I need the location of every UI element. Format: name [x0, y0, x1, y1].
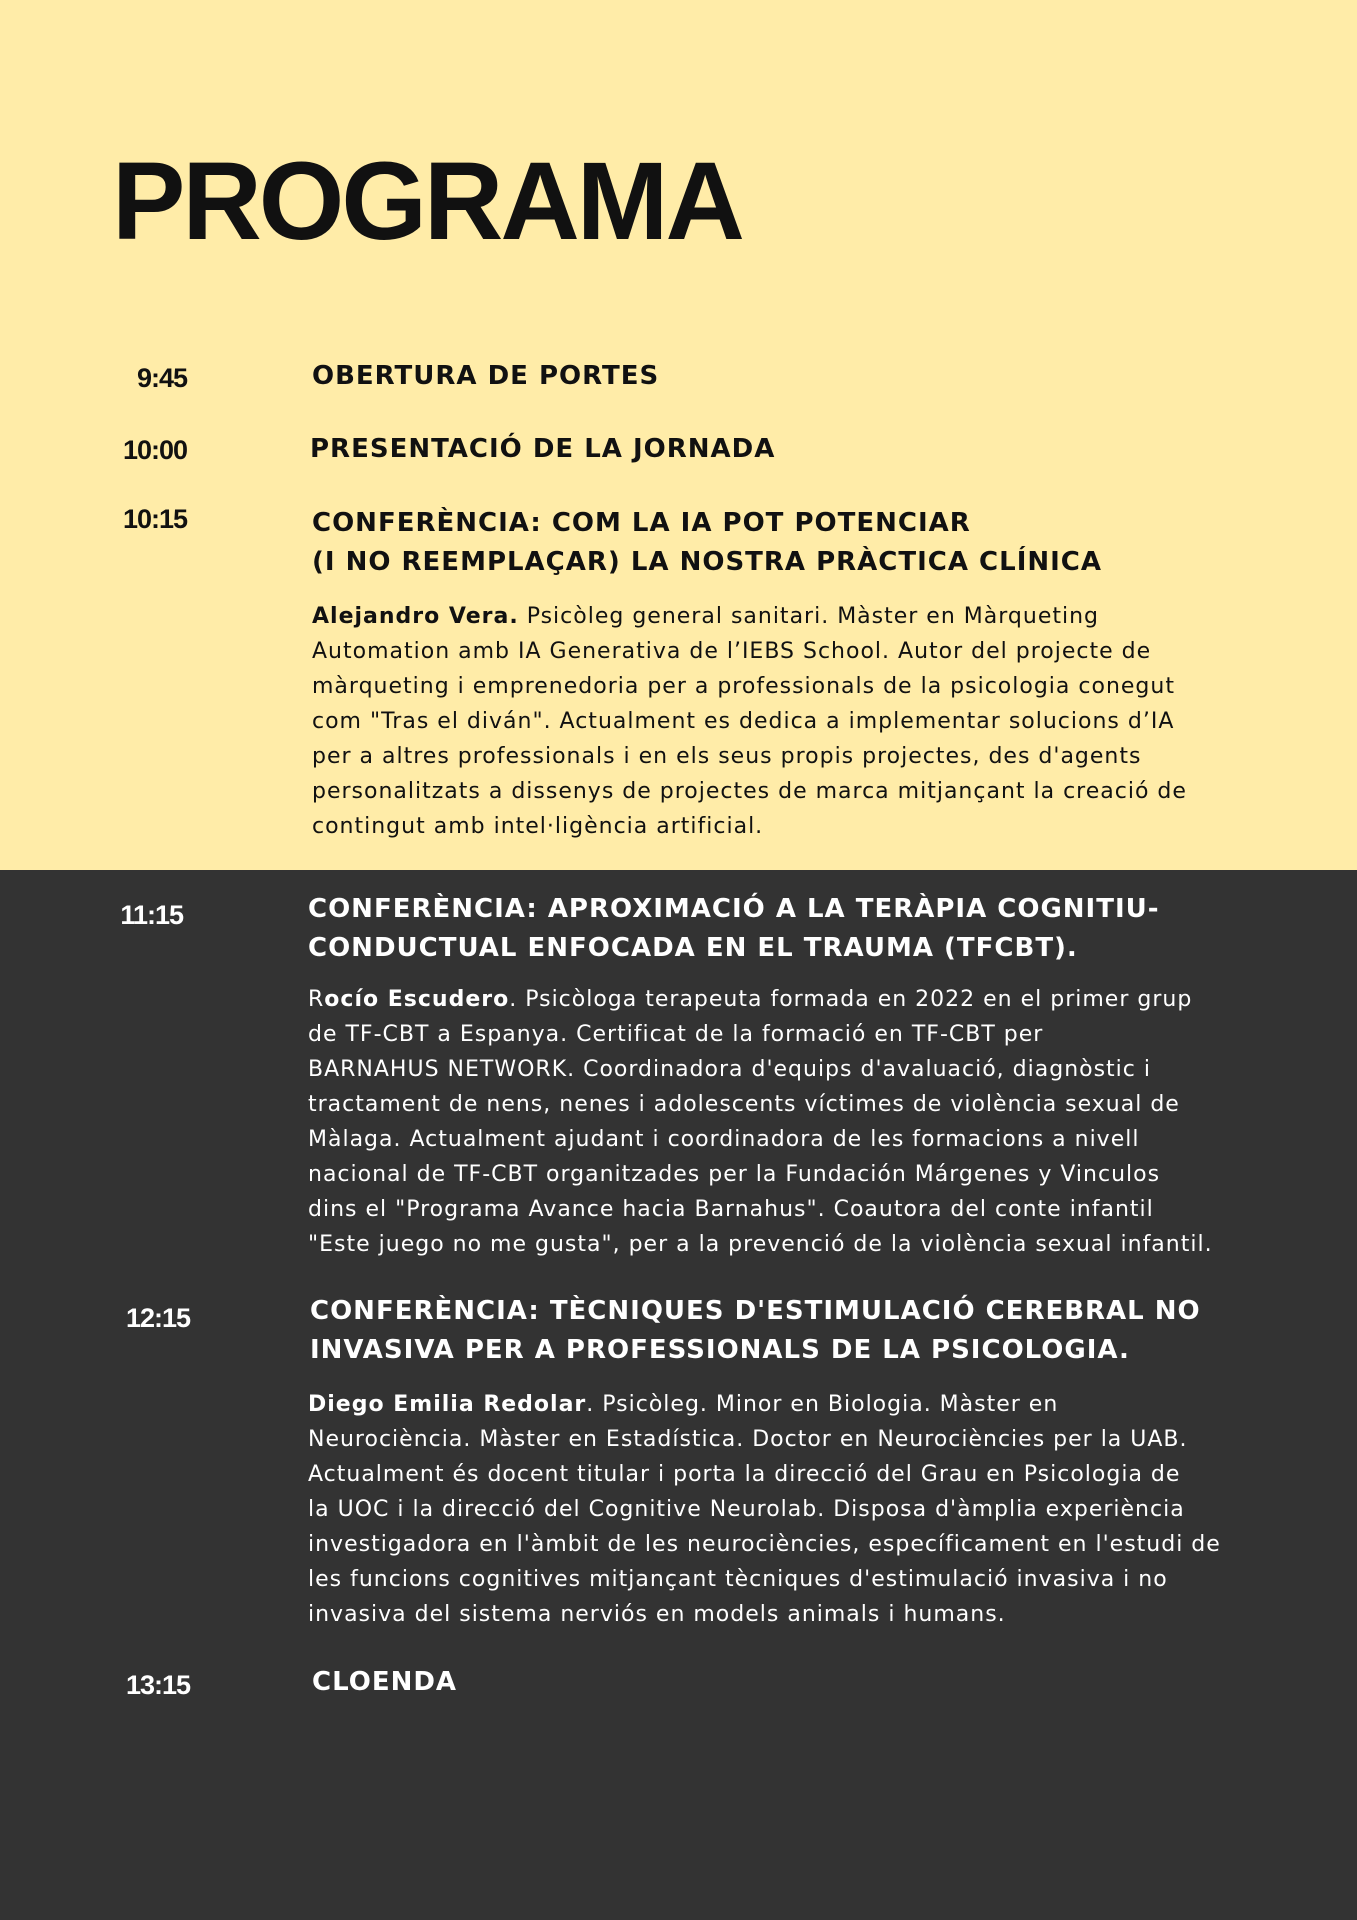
bio-line: invasiva del sistema nerviós en models animals i humans.	[308, 1602, 1006, 1627]
session-heading-line: CONFERÈNCIA: COM LA IA POT POTENCIAR	[312, 508, 971, 538]
session-heading	[312, 1663, 457, 1702]
bio-text: R	[308, 987, 325, 1012]
bio-text: . Psicòloga terapeuta formada en 2022 en el primer grup	[509, 987, 1193, 1012]
speaker-name: ocío Escudero	[324, 987, 510, 1012]
bio-line: dins el "Programa Avance hacia Barnahus". Coautora del conte infantil	[308, 1197, 1154, 1222]
time-label: 12:15	[125, 1303, 190, 1333]
session-heading	[312, 357, 659, 396]
bio-text: Psicòleg general sanitari. Màster en Màrqueting	[518, 604, 1099, 629]
bio-line: investigadora en l'àmbit de les neurociències, específicament en l'estudi de	[308, 1532, 1221, 1557]
bio-line: la UOC i la direcció del Cognitive Neurolab. Disposa d'àmplia experiència	[308, 1497, 1185, 1522]
session-heading	[308, 890, 1160, 968]
session-heading	[310, 1292, 1201, 1370]
time-label: 10:00	[122, 435, 187, 465]
session-heading-line: PRESENTACIÓ DE LA JORNADA	[310, 434, 776, 464]
bio-line: Neurociència. Màster en Estadística. Doctor en Neurociències per la UAB.	[308, 1427, 1188, 1452]
time-label: 11:15	[120, 900, 183, 930]
bio-line	[308, 982, 1213, 1017]
speaker-name: Alejandro Vera.	[312, 604, 519, 629]
session-heading-line: CLOENDA	[312, 1667, 458, 1697]
bottom-section	[0, 870, 1357, 1920]
session-heading-line: CONFERÈNCIA: TÈCNIQUES D'ESTIMULACIÓ CEREBRAL NO	[310, 1296, 1201, 1326]
bio-line: tractament de nens, nenes i adolescents víctimes de violència sexual de	[308, 1092, 1180, 1117]
session-heading-line: (I NO REEMPLAÇAR) LA NOSTRA PRÀCTICA CLÍNICA	[312, 547, 1103, 577]
session-heading-line: INVASIVA PER A PROFESSIONALS DE LA PSICOLOGIA.	[310, 1335, 1130, 1365]
bio-line: les funcions cognitives mitjançant tècniques d'estimulació invasiva i no	[308, 1567, 1168, 1592]
session-heading	[310, 430, 775, 469]
session-heading-line: CONFERÈNCIA: APROXIMACIÓ A LA TERÀPIA COGNITIU-	[308, 894, 1160, 924]
speaker-bio	[308, 982, 1213, 1262]
bio-text: . Psicòleg. Minor en Biologia. Màster en	[586, 1392, 1059, 1417]
speaker-name: Diego Emilia Redolar	[308, 1392, 587, 1417]
bio-line: per a altres professionals i en els seus propis projectes, des d'agents	[312, 744, 1142, 769]
bio-line: com "Tras el diván". Actualment es dedica a implementar solucions d’IA	[312, 709, 1175, 734]
page-title: PROGRAMA	[112, 140, 742, 263]
bio-line: nacional de TF-CBT organitzades per la Fundación Márgenes y Vinculos	[308, 1162, 1161, 1187]
bio-line: Automation amb IA Generativa de l’IEBS School. Autor del projecte de	[312, 639, 1152, 664]
bio-line: personalitzats a dissenys de projectes de marca mitjançant la creació de	[312, 779, 1187, 804]
bio-line: màrqueting i emprenedoria per a professionals de la psicologia conegut	[312, 674, 1175, 699]
session-heading-line: CONDUCTUAL ENFOCADA EN EL TRAUMA (TFCBT).	[308, 933, 1078, 963]
top-section	[0, 0, 1357, 870]
session-heading-line: OBERTURA DE PORTES	[312, 361, 660, 391]
speaker-bio	[308, 1387, 1221, 1632]
time-label: 10:15	[122, 504, 187, 534]
session-heading	[312, 504, 1102, 582]
time-label: 13:15	[125, 1670, 190, 1700]
bio-line: BARNAHUS NETWORK. Coordinadora d'equips d'avaluació, diagnòstic i	[308, 1057, 1151, 1082]
bio-line: de TF-CBT a Espanya. Certificat de la formació en TF-CBT per	[308, 1022, 1044, 1047]
speaker-bio	[312, 599, 1187, 844]
bio-line	[312, 599, 1187, 634]
bio-line: Actualment és docent titular i porta la direcció del Grau en Psicologia de	[308, 1462, 1181, 1487]
time-label: 9:45	[136, 363, 187, 393]
bio-line	[308, 1387, 1221, 1422]
bio-line: contingut amb intel·ligència artificial.	[312, 814, 764, 839]
bio-line: "Este juego no me gusta", per a la prevenció de la violència sexual infantil.	[308, 1232, 1213, 1257]
bio-line: Màlaga. Actualment ajudant i coordinadora de les formacions a nivell	[308, 1127, 1140, 1152]
